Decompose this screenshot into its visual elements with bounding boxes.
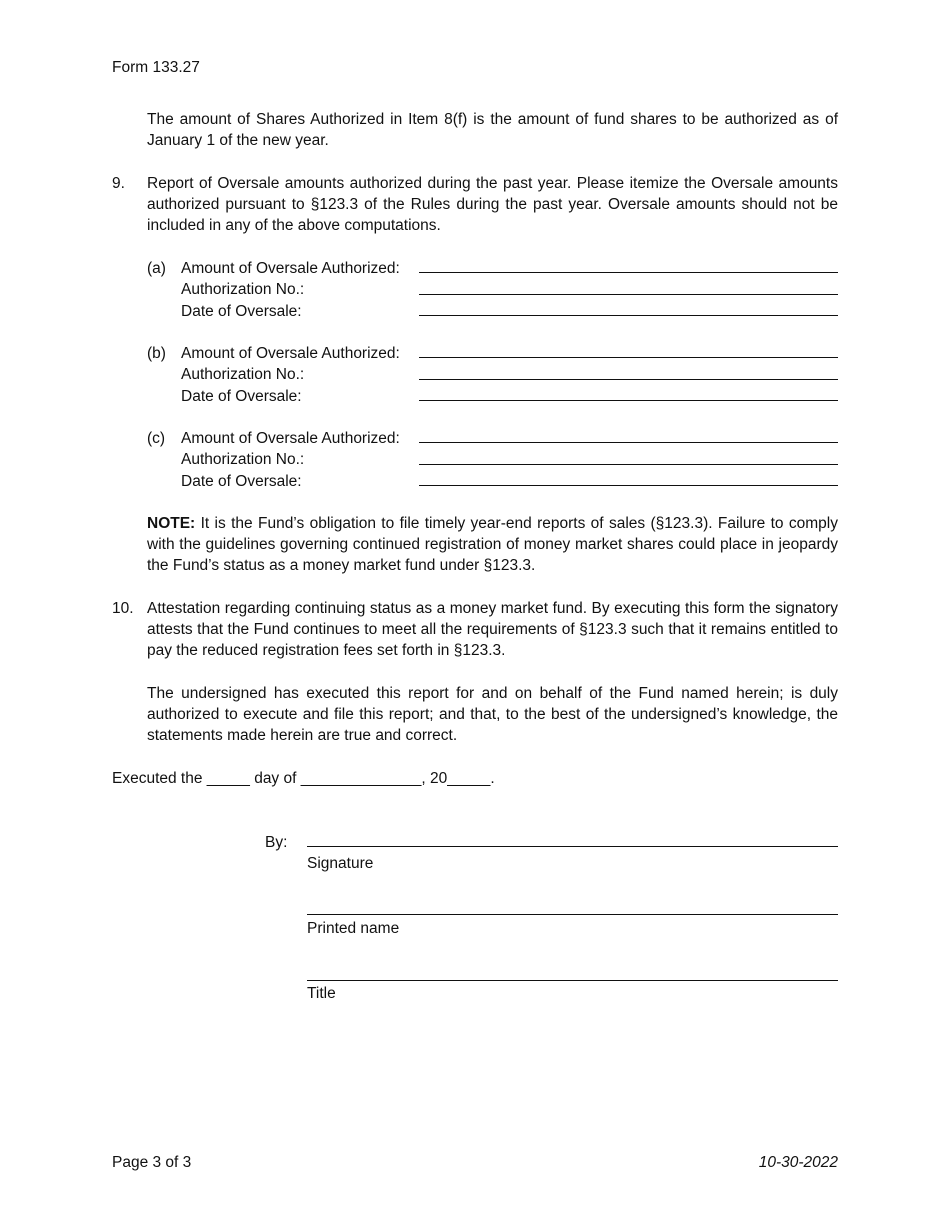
date-label: Date of Oversale: [181,303,302,320]
date-label: Date of Oversale: [181,473,302,490]
date-field[interactable] [419,485,838,486]
authorization-label: Authorization No.: [181,451,305,468]
undersigned-paragraph: The undersigned has executed this report for and on behalf of the Fund named herein; is duly authorized to execute and file this report; and that, to the best of the undersigned’s knowledge, the statements made herein are true and correct. [147,685,838,744]
date-label: Date of Oversale: [181,388,302,405]
executed-date-line[interactable]: Executed the _____ day of ______________, 20_____. [112,770,495,787]
by-label: By: [265,834,288,851]
amount-label: Amount of Oversale Authorized: [181,260,400,277]
revision-date: 10-30-2022 [758,1154,838,1171]
authorization-label: Authorization No.: [181,281,305,298]
note-paragraph [147,513,838,576]
printed-name-label: Printed name [307,920,400,937]
form-number: Form 133.27 [112,59,200,76]
amount-field[interactable] [419,272,838,273]
date-field[interactable] [419,400,838,401]
authorization-field[interactable] [419,464,838,465]
amount-field[interactable] [419,442,838,443]
amount-label: Amount of Oversale Authorized: [181,430,400,447]
entry-letter: (a) [147,260,166,277]
amount-label: Amount of Oversale Authorized: [181,345,400,362]
signature-field[interactable] [307,846,838,847]
date-field[interactable] [419,315,838,316]
authorization-field[interactable] [419,294,838,295]
title-field[interactable] [307,980,838,981]
title-label: Title [307,985,336,1002]
intro-paragraph: The amount of Shares Authorized in Item 8(f) is the amount of fund shares to be authorized as of January 1 of the new year. [147,111,838,149]
amount-field[interactable] [419,357,838,358]
item9-number: 9. [112,175,125,192]
entry-letter: (c) [147,430,166,447]
note-text: It is the Fund’s obligation to file timely year-end reports of sales (§123.3). Failure to comply with the guidelines governing continued registration of money market shares could place in jeopardy the Fund’s status as a money market fund under §123.3. [147,515,838,574]
authorization-field[interactable] [419,379,838,380]
item10-number: 10. [112,600,134,617]
entry-letter: (b) [147,345,166,362]
item10-text: Attestation regarding continuing status as a money market fund. By executing this form the signatory attests that the Fund continues to meet all the requirements of §123.3 such that it remains entitled to pay the reduced registration fees set forth in §123.3. [147,600,838,659]
page-number: Page 3 of 3 [112,1154,192,1171]
authorization-label: Authorization No.: [181,366,305,383]
note-label: NOTE: [147,515,196,532]
item9-text: Report of Oversale amounts authorized during the past year. Please itemize the Oversale amounts authorized pursuant to §123.3 of the Rules during the past year. Oversale amounts should not be included in any of the above computations. [147,175,838,234]
signature-label: Signature [307,855,374,872]
printed-name-field[interactable] [307,914,838,915]
